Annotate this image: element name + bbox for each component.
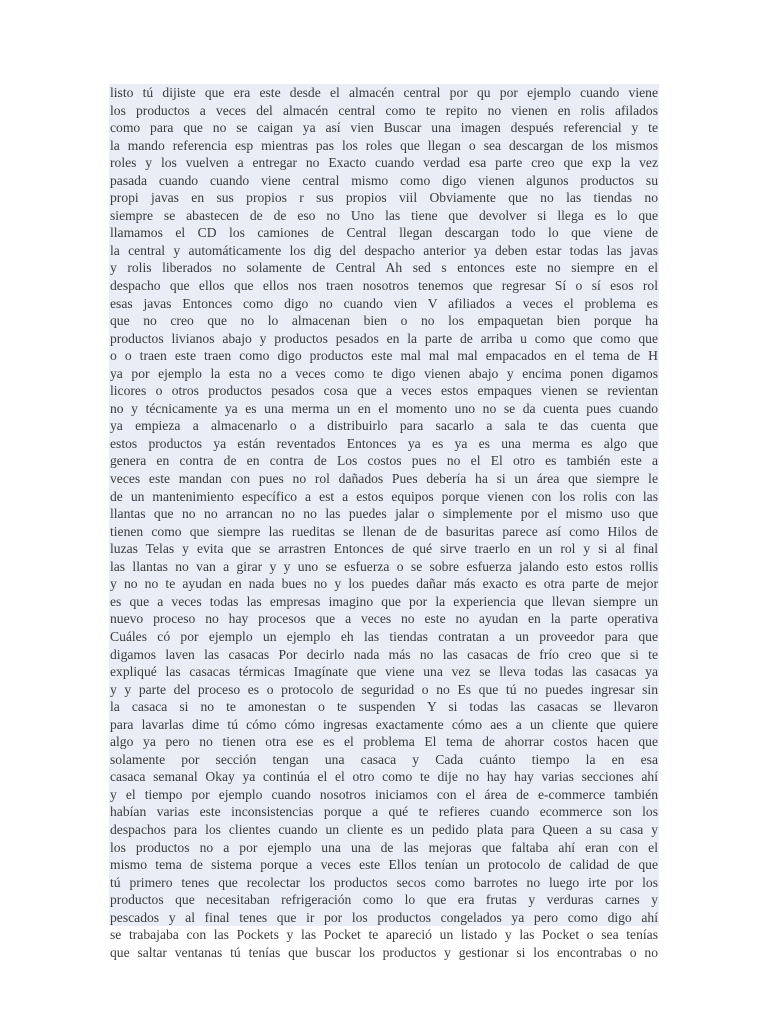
text-line: las llantas no van a girar y y uno se esfuerza o se sobre esfuerza jalando esto estos rollis xyxy=(110,558,658,574)
text-line: para lavarlas dime tú cómo cómo ingresas exactamente cómo aes a un cliente que quiere xyxy=(110,716,658,732)
text-line: ya empieza a almacenarlo o a distribuirlo para sacarlo a sala te das cuenta que xyxy=(110,418,658,434)
text-line: y no no te ayudan en nada bues no y los puedes dañar más exacto es otra parte de mejor xyxy=(110,576,658,592)
text-line: que saltar ventanas tú tenías que buscar los productos y gestionar si los encontrabas o no xyxy=(110,944,658,960)
text-line: y el tiempo por ejemplo cuando nosotros iniciamos con el área de e-commerce también xyxy=(110,786,658,802)
text-line: llamamos el CD los camiones de Central llegan descargan todo lo que viene de xyxy=(110,225,658,241)
text-line: algo ya pero no tienen otra ese es el problema El tema de ahorrar costos hacen que xyxy=(110,734,658,750)
text-line: digamos laven las casacas Por decirlo nada más no las casacas de frío creo que si te xyxy=(110,646,658,662)
text-line: veces este mandan con pues no rol dañados Pues debería ha si un área que siempre le xyxy=(110,471,658,487)
text-line: pescados y al final tenes que ir por los productos congelados ya pero como digo ahí xyxy=(110,909,658,925)
text-line: llantas que no no arrancan no no las puedes jalar o simplemente por el mismo uso que xyxy=(110,506,658,522)
text-line: la central y automáticamente los dig del despacho anterior ya deben estar todas las javas xyxy=(110,242,658,258)
text-line: como para que no se caigan ya así vien Buscar una imagen después referencial y te xyxy=(110,120,658,136)
text-line: siempre se abastecen de de eso no Uno las tiene que devolver si llega es lo que xyxy=(110,207,658,223)
text-line: se trabajaba con las Pockets y las Pocket te apareció un listado y las Pocket o sea tenías xyxy=(110,927,658,943)
transcript-text-block xyxy=(109,84,659,960)
text-line: es que a veces todas las empresas imagino que por la experiencia que llevan siempre un xyxy=(110,593,658,609)
text-line: y rolis liberados no solamente de Central Ah sed s entonces este no siempre en el xyxy=(110,260,658,276)
text-line: pasada cuando cuando viene central mismo como digo vienen algunos productos su xyxy=(110,172,658,188)
text-line: no y técnicamente ya es una merma un en el momento uno no se da cuenta pues cuando xyxy=(110,400,658,416)
text-line: propi javas en sus propios r sus propios viil Obviamente que no las tiendas no xyxy=(110,190,658,206)
text-line: esas javas Entonces como digo no cuando vien V afiliados a veces el problema es xyxy=(110,295,658,311)
text-line: y y parte del proceso es o protocolo de seguridad o no Es que tú no puedes ingresar sin xyxy=(110,681,658,697)
text-line: la mando referencia esp mientras pas los roles que llegan o sea descargan de los mismos xyxy=(110,137,658,153)
text-line: los productos no a por ejemplo una una de las mejoras que faltaba ahí eran con el xyxy=(110,839,658,855)
text-line: productos livianos abajo y productos pesados en la parte de arriba u como que como que xyxy=(110,330,658,346)
text-line: ya por ejemplo la esta no a veces como te digo vienen abajo y encima ponen digamos xyxy=(110,365,658,381)
text-line: la casaca si no te amonestan o te suspenden Y si todas las casacas se llevaron xyxy=(110,699,658,715)
text-line: mismo tema de sistema porque a veces este Ellos tenían un protocolo de calidad de que xyxy=(110,857,658,873)
text-line: despachos para los clientes cuando un cliente es un pedido plata para Queen a su casa y xyxy=(110,821,658,837)
text-line: casaca semanal Okay ya continúa el el otro como te dije no hay hay varias secciones ahí xyxy=(110,769,658,785)
text-line: habían varias este inconsistencias porque a qué te refieres cuando ecommerce son los xyxy=(110,804,658,820)
text-line: solamente por sección tengan una casaca y Cada cuánto tiempo la en esa xyxy=(110,751,658,767)
text-line: luzas Telas y evita que se arrastren Entonces de qué sirve traerlo en un rol y si al final xyxy=(110,541,658,557)
text-line: o o traen este traen como digo productos este mal mal mal empacados en el tema de H xyxy=(110,348,658,364)
text-line: genera en contra de en contra de Los costos pues no el El otro es también este a xyxy=(110,453,658,469)
text-line: listo tú dijiste que era este desde el almacén central por qu por ejemplo cuando viene xyxy=(110,85,658,100)
text-line: de un mantenimiento específico a est a estos equipos porque vienen con los rolis con las xyxy=(110,488,658,504)
text-line: tú primero tenes que recolectar los productos secos como barrotes no luego irte por los xyxy=(110,874,658,890)
text-line: nuevo proceso no hay procesos que a veces no este no ayudan en la parte operativa xyxy=(110,611,658,627)
text-line: roles y los vuelven a entregar no Exacto cuando verdad esa parte creo que exp la vez xyxy=(110,155,658,171)
text-line: que no creo que no lo almacenan bien o no los empaquetan bien porque ha xyxy=(110,313,658,329)
text-line: los productos a veces del almacén central como te repito no vienen en rolis afilados xyxy=(110,102,658,118)
text-line: productos que necesitaban refrigeración como lo que era frutas y verduras carnes y xyxy=(110,892,658,908)
text-line: tienen como que siempre las rueditas se llenan de de basuritas parece así como Hilos de xyxy=(110,523,658,539)
text-line: estos productos ya están reventados Entonces ya es ya es una merma es algo que xyxy=(110,435,658,451)
text-line: despacho que ellos que ellos nos traen nosotros tenemos que regresar Sí o sí esos rol xyxy=(110,278,658,294)
text-line: Cuáles có por ejemplo un ejemplo eh las tiendas contratan a un proveedor para que xyxy=(110,628,658,644)
text-line: expliqué las casacas térmicas Imagínate que viene una vez se lleva todas las casacas ya xyxy=(110,664,658,680)
text-line: licores o otros productos pesados cosa que a veces estos empaques vienen se revientan xyxy=(110,383,658,399)
